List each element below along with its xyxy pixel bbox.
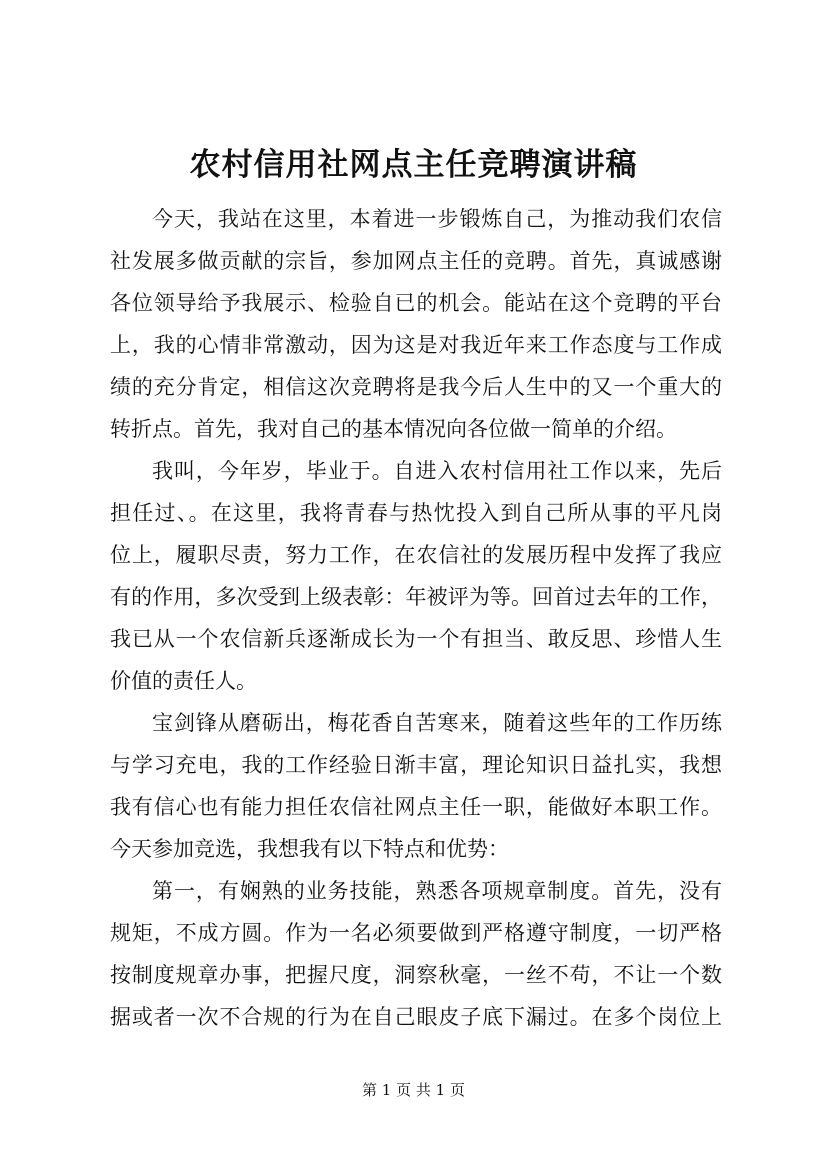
body-line: 价值的责任人。 [110, 669, 257, 693]
body-line: 我叫，今年岁，毕业于。自进入农村信用社工作以来，先后 [152, 459, 722, 483]
body-line: 与学习充电，我的工作经验日渐丰富，理论知识日益扎实，我想 [110, 753, 722, 777]
body-line: 我已从一个农信新兵逐渐成长为一个有担当、敢反思、珍惜人生 [110, 627, 722, 651]
page-footer: 第 1 页 共 1 页 [362, 1081, 465, 1099]
body-line: 上，我的心情非常激动，因为这是对我近年来工作态度与工作成 [110, 333, 722, 357]
body-line: 绩的充分肯定，相信这次竞聘将是我今后人生中的又一个重大的 [110, 375, 722, 399]
body-line: 各位领导给予我展示、检验自已的机会。能站在这个竞聘的平台 [110, 291, 722, 315]
body-line: 位上，履职尽责，努力工作，在农信社的发展历程中发挥了我应 [110, 543, 722, 567]
body-line: 有的作用，多次受到上级表彰：年被评为等。回首过去年的工作， [110, 585, 722, 609]
body-line: 今天，我站在这里，本着进一步锻炼自己，为推动我们农信 [152, 207, 722, 231]
body-line: 宝剑锋从磨砺出，梅花香自苦寒来，随着这些年的工作历练 [152, 711, 722, 735]
body-line: 据或者一次不合规的行为在自己眼皮子底下漏过。在多个岗位上 [110, 1005, 722, 1029]
body-line: 第一，有娴熟的业务技能，熟悉各项规章制度。首先，没有 [152, 879, 722, 903]
body-line: 今天参加竞选，我想我有以下特点和优势： [110, 837, 509, 861]
body-line: 转折点。首先，我对自己的基本情况向各位做一简单的介绍。 [110, 417, 677, 441]
body-line: 规矩，不成方圆。作为一名必须要做到严格遵守制度，一切严格 [110, 921, 722, 945]
document-title: 农村信用社网点主任竞聘演讲稿 [189, 147, 638, 183]
body-line: 按制度规章办事，把握尺度，洞察秋毫，一丝不苟，不让一个数 [110, 963, 722, 987]
body-line: 担任过、。在这里，我将青春与热忱投入到自己所从事的平凡岗 [110, 501, 722, 525]
body-line: 社发展多做贡献的宗旨，参加网点主任的竞聘。首先，真诚感谢 [110, 249, 722, 273]
document-body [110, 198, 722, 1038]
body-line: 我有信心也有能力担任农信社网点主任一职，能做好本职工作。 [110, 795, 722, 819]
